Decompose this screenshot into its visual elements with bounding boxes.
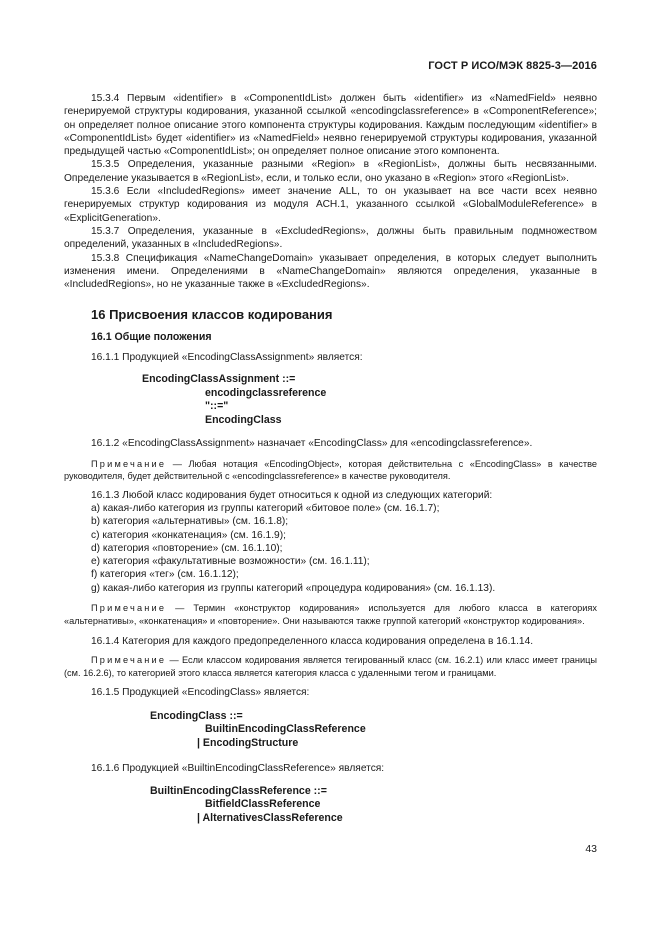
note-label: Примечание [91,458,167,469]
paragraph-16-1-1: 16.1.1 Продукцией «EncodingClassAssignment» является: [91,352,363,364]
document-header: ГОСТ Р ИСО/МЭК 8825-3—2016 [428,60,597,72]
page-content [64,92,597,827]
section-16-heading: 16 Присвоения классов кодирования [91,307,333,323]
note-text: — Если классом кодирования является тегированный класс (см. 16.2.1) или класс имеет границы (см. 16.2.6), то категорией этого класса является категория класса с удаленными тегом и границами. [64,655,597,678]
paragraph-16-1-2: 16.1.2 «EncodingClassAssignment» назначает «EncodingClass» для «encodingclassreference». [91,438,533,450]
paragraph-16-1-4: 16.1.4 Категория для каждого предопределенного класса кодирования определена в 16.1.14. [91,636,534,648]
paragraph-15-3-6: 15.3.6 Если «IncludedRegions» имеет значение ALL, то он указывает на все части всех неявно генерируемых структур кодирования из модуля АСН.1, указанного ссылкой «GlobalModuleReference» в «ExplicitGeneration». [64,186,597,224]
code-line: | EncodingStructure [197,736,299,749]
code-line: BuiltinEncodingClassReference [205,723,366,736]
paragraph-16-1-6: 16.1.6 Продукцией «BuiltinEncodingClassReference» является: [91,762,385,774]
list-item: g) какая-либо категория из группы категорий «процедура кодирования» (см. 16.1.13). [91,582,496,594]
list-item: d) категория «повторение» (см. 16.1.10); [91,542,283,554]
code-line: BitfieldClassReference [205,798,321,811]
note-1 [64,458,597,483]
note-text: — Термин «конструктор кодирования» используется для любого класса в категориях «альтернативы», «конкатенация» и «повторение». Они называются также группой категорий «конструктор кодирования». [64,603,597,626]
note-2 [64,602,597,627]
list-item: e) категория «факультативные возможности» (см. 16.1.11); [91,556,370,568]
code-line: EncodingClass [205,413,282,426]
paragraph-16-1-5: 16.1.5 Продукцией «EncodingClass» является: [91,687,310,699]
code-line: | AlternativesClassReference [197,811,343,824]
section-16-1-heading: 16.1 Общие положения [91,330,212,343]
code-block-builtin-encoding-class-reference [64,785,597,827]
list-item: a) какая-либо категория из группы категорий «битовое поле» (см. 16.1.7); [91,502,440,514]
list-item: c) категория «конкатенация» (см. 16.1.9); [91,529,286,541]
paragraph-15-3-7: 15.3.7 Определения, указанные в «ExcludedRegions», должны быть правильным подмножеством определений, указанных в «IncludedRegions». [64,225,597,251]
code-line: "::=" [205,400,229,413]
code-block-encoding-class [64,710,597,752]
paragraph-15-3-8: 15.3.8 Спецификация «NameChangeDomain» указывает определения, в которых следует выполнить изменения имени. Определениями в «NameChangeDomain» являются определения, указанные в «IncludedRegions», но не указанные также в «ExcludedRegions». [64,252,597,291]
code-line: encodingclassreference [205,386,327,399]
paragraph-16-1-3: 16.1.3 Любой класс кодирования будет относиться к одной из следующих категорий: [91,489,493,501]
paragraph-15-3-5: 15.3.5 Определения, указанные разными «Region» в «RegionList», должны быть несвязанными. Определение указывается в «RegionList», если, и только если, оно указано в «Region» этого «RegionList». [64,159,597,184]
code-line: EncodingClassAssignment ::= [142,373,296,386]
note-label: Примечание [91,655,167,666]
code-line: BuiltinEncodingClassReference ::= [150,784,327,797]
list-item: b) категория «альтернативы» (см. 16.1.8); [91,516,289,528]
note-label: Примечание [91,603,167,614]
paragraph-15-3-4: 15.3.4 Первым «identifier» в «ComponentIdList» должен быть «identifier» из «NamedField» неявно генерируемой структуры кодирования, указанной ссылкой «encodingclassreference» в «ComponentReference»; он определяет полное описание этого компонента структуры кодирования. Каждым последующим «identifier» в «ComponentIdList» будет «identifier» из «NamedField» неявно генерируемой структуры кодирования, указанной предыдущей частью «ComponentIdList»; он определяет полное описание этого компонента. [64,93,597,158]
note-3 [64,654,597,679]
note-text: — Любая нотация «EncodingObject», которая действительна с «EncodingClass» в качестве руководителя, будет действительной с «encodingclassreference» в качестве руководителя. [64,458,597,482]
code-block-encoding-class-assignment [64,373,597,429]
code-line: EncodingClass ::= [150,709,243,722]
page-number: 43 [585,843,597,855]
list-item: f) категория «тег» (см. 16.1.12); [91,569,239,581]
